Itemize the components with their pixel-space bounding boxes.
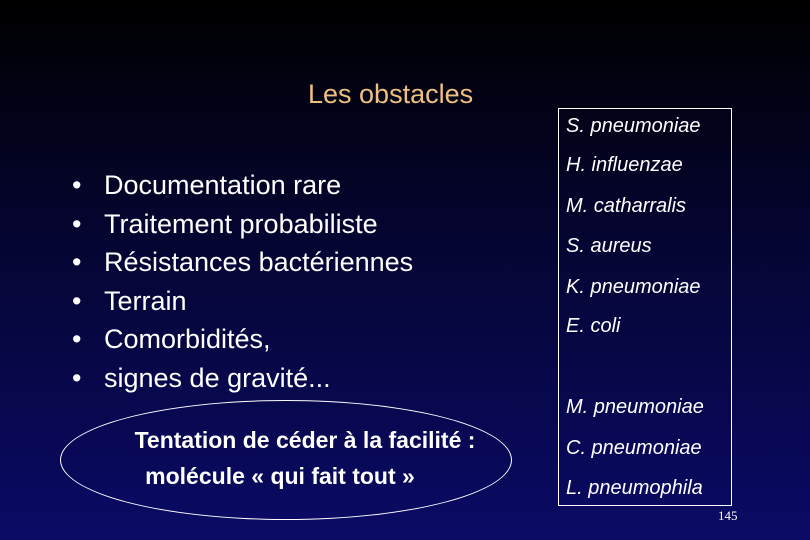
bullet-text: Documentation rare [104,170,342,200]
germ-item: S. aureus [566,235,652,257]
germ-item: K. pneumoniae [566,276,701,298]
tentation-line-2: molécule « qui fait tout » [145,463,415,489]
germ-item: E. coli [566,315,621,337]
germ-item: M. catharralis [566,195,687,217]
bullet-text: Terrain [104,285,187,316]
bullet-text: Traitement probabiliste [104,208,378,239]
germ-item: L. pneumophila [566,477,703,499]
bullet-dot: • [72,362,82,393]
bullet-item [72,243,413,282]
bullet-text: Comorbidités, [104,324,271,354]
bullet-text: signes de gravité... [104,362,331,393]
germ-item: C. pneumoniae [566,437,702,459]
bullet-dot: • [72,170,82,200]
germ-item: H. influenzae [566,154,683,176]
bullet-dot: • [72,285,82,316]
bullet-dot: • [72,324,82,354]
slide-title: Les obstacles [308,79,474,109]
bullet-item [72,359,413,398]
germ-item: M. pneumoniae [566,396,704,418]
bullet-item [72,166,413,205]
tentation-text [60,422,550,494]
bullet-text: Résistances bactériennes [104,247,414,277]
germ-item: S. pneumoniae [566,115,701,137]
page-number: 145 [718,508,738,523]
tentation-line-1: Tentation de céder à la facilité : [134,427,476,453]
bullet-dot: • [72,247,82,277]
bullet-item [72,282,413,321]
bullet-list [72,166,413,397]
bullet-item [72,320,413,359]
bullet-item [72,205,413,244]
bullet-dot: • [72,208,82,239]
